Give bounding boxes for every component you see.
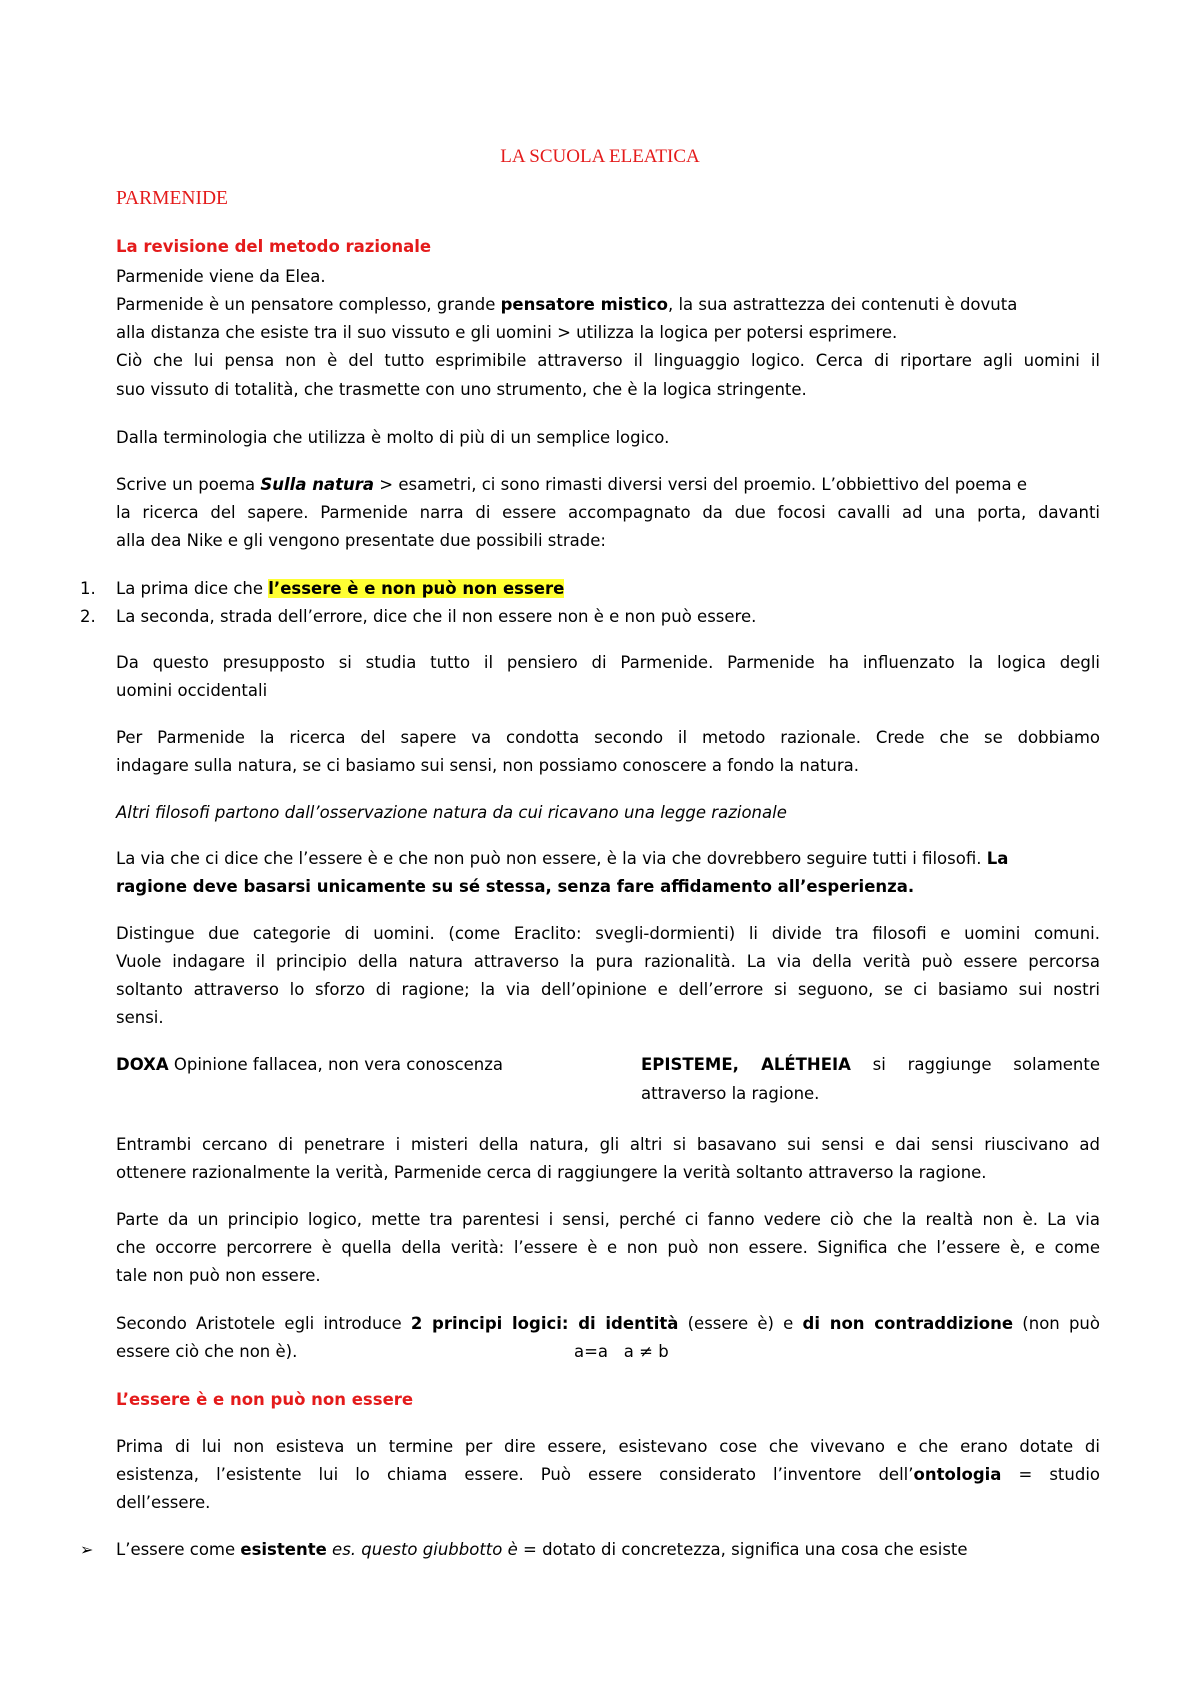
document-title: LA SCUOLA ELEATICA bbox=[500, 146, 700, 167]
paragraph-line: soltanto attraverso lo sforzo di ragione; la via dell’opinione e dell’errore si seguono, se ci basiamo sui nostri bbox=[116, 980, 1100, 999]
bullet-item: L’essere come esistente es. questo giubbotto è = dotato di concretezza, significa una cosa che esiste bbox=[116, 1540, 968, 1559]
paragraph-line: Scrive un poema Sulla natura > esametri, ci sono rimasti diversi versi del proemio. L’obbiettivo del poema e bbox=[116, 475, 1028, 494]
paragraph-line: Per Parmenide la ricerca del sapere va condotta secondo il metodo razionale. Crede che se dobbiamo bbox=[116, 728, 1100, 747]
list-item: La seconda, strada dell’errore, dice che il non essere non è e non può essere. bbox=[116, 607, 757, 626]
paragraph-line: ragione deve basarsi unicamente su sé stessa, senza fare affidamento all’esperienza. bbox=[116, 877, 915, 896]
paragraph-line: Ciò che lui pensa non è del tutto esprimibile attraverso il linguaggio logico. Cerca di riportare agli uomini il bbox=[116, 351, 1100, 370]
paragraph-line: dell’essere. bbox=[116, 1493, 211, 1512]
list-number: 1. bbox=[80, 579, 96, 598]
paragraph-line: Entrambi cercano di penetrare i misteri della natura, gli altri si basavano sui sensi e dai sensi riuscivano ad bbox=[116, 1135, 1100, 1154]
paragraph-line: Da questo presupposto si studia tutto il pensiero di Parmenide. Parmenide ha influenzato la logica degli bbox=[116, 653, 1100, 672]
paragraph-line: alla dea Nike e gli vengono presentate due possibili strade: bbox=[116, 531, 606, 550]
doxa-definition: DOXA Opinione fallacea, non vera conoscenza bbox=[116, 1055, 504, 1074]
paragraph-line: la ricerca del sapere. Parmenide narra di essere accompagnato da due focosi cavalli ad una porta, davanti bbox=[116, 503, 1100, 522]
paragraph-line: Parmenide è un pensatore complesso, grande pensatore mistico, la sua astrattezza dei contenuti è dovuta bbox=[116, 295, 1018, 314]
paragraph-line: Vuole indagare il principio della natura attraverso la pura razionalità. La via della verità può essere percorsa bbox=[116, 952, 1100, 971]
paragraph-line: che occorre percorrere è quella della verità: l’essere è e non può non essere. Significa che l’essere è, e come bbox=[116, 1238, 1100, 1257]
subheading: La revisione del metodo razionale bbox=[116, 237, 432, 256]
list-item: La prima dice che l’essere è e non può non essere bbox=[116, 579, 565, 598]
paragraph-line: Distingue due categorie di uomini. (come Eraclito: svegli-dormienti) li divide tra filosofi e uomini comuni. bbox=[116, 924, 1100, 943]
list-number: 2. bbox=[80, 607, 96, 626]
subheading: L’essere è e non può non essere bbox=[116, 1390, 414, 1409]
paragraph-line: Secondo Aristotele egli introduce 2 principi logici: di identità (essere è) e di non contraddizione (non può bbox=[116, 1314, 1100, 1333]
formula: a=a a ≠ b bbox=[574, 1342, 669, 1361]
paragraph-line: La via che ci dice che l’essere è e che non può non essere, è la via che dovrebbero seguire tutti i filosofi. La bbox=[116, 849, 1009, 868]
paragraph-line: indagare sulla natura, se ci basiamo sui sensi, non possiamo conoscere a fondo la natura. bbox=[116, 756, 860, 775]
work-title: Sulla natura bbox=[260, 475, 374, 494]
paragraph-line: uomini occidentali bbox=[116, 681, 268, 700]
paragraph-line: Dalla terminologia che utilizza è molto di più di un semplice logico. bbox=[116, 428, 670, 447]
paragraph-line: Altri filosofi partono dall’osservazione natura da cui ricavano una legge razionale bbox=[116, 803, 787, 822]
paragraph-line: ottenere razionalmente la verità, Parmenide cerca di raggiungere la verità soltanto attraverso la ragione. bbox=[116, 1163, 987, 1182]
episteme-definition: EPISTEME, ALÉTHEIA si raggiunge solamente bbox=[641, 1055, 1100, 1074]
episteme-definition-cont: attraverso la ragione. bbox=[641, 1084, 820, 1103]
paragraph-line: esistenza, l’esistente lui lo chiama essere. Può essere considerato l’inventore dell’ontologia = studio bbox=[116, 1465, 1101, 1484]
paragraph-line: alla distanza che esiste tra il suo vissuto e gli uomini > utilizza la logica per potersi esprimere. bbox=[116, 323, 898, 342]
paragraph-line: Prima di lui non esisteva un termine per dire essere, esistevano cose che vivevano e che erano dotate di bbox=[116, 1437, 1100, 1456]
paragraph-line: Parte da un principio logico, mette tra parentesi i sensi, perché ci fanno vedere ciò che la realtà non è. La via bbox=[116, 1210, 1100, 1229]
section-heading: PARMENIDE bbox=[116, 188, 228, 209]
paragraph-line: sensi. bbox=[116, 1008, 164, 1027]
paragraph-line: suo vissuto di totalità, che trasmette con uno strumento, che è la logica stringente. bbox=[116, 380, 807, 399]
paragraph-line: essere ciò che non è). bbox=[116, 1342, 298, 1361]
arrow-bullet-icon: ➢ bbox=[80, 1540, 94, 1559]
paragraph-line: tale non può non essere. bbox=[116, 1266, 321, 1285]
highlighted-text: l’essere è e non può non essere bbox=[268, 579, 565, 598]
paragraph-line: Parmenide viene da Elea. bbox=[116, 267, 326, 286]
